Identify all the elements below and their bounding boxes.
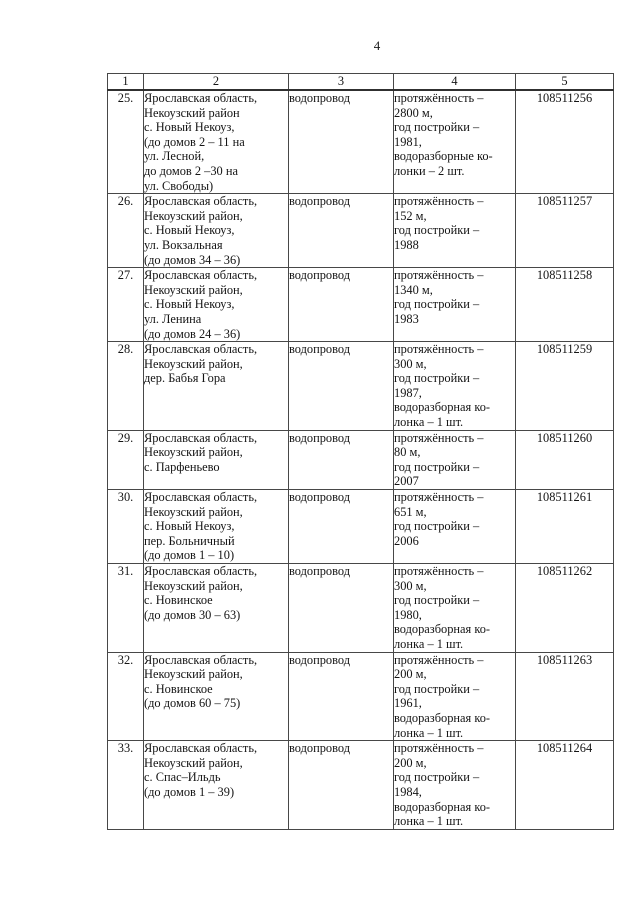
object-type-cell: водопровод [289,430,394,489]
cell-line: Ярославская область, [144,490,258,505]
object-type-cell: водопровод [289,90,394,194]
cell-line: водоразборная ко- [394,710,491,725]
location-cell [144,564,289,653]
cell-line: год постройки – [394,459,480,474]
cell-line: с. Новый Некоуз, [144,297,235,312]
row-number-cell: 32. [108,652,144,741]
row-number-cell: 29. [108,430,144,489]
cell-line: год постройки – [394,371,480,386]
cell-line: Некоузский район [144,105,240,120]
cell-line: (до домов 1 – 39) [144,784,235,799]
row-number-cell: 31. [108,564,144,653]
cell-line: 1980, [394,607,422,622]
cell-line: 1981, [394,134,422,149]
cell-line: с. Новый Некоуз, [144,223,235,238]
cell-line: Ярославская область, [144,564,258,578]
column-header-5: 5 [516,74,614,91]
registry-number-cell: 108511257 [516,194,614,268]
cell-line: год постройки – [394,297,480,312]
object-type-cell: водопровод [289,268,394,342]
row-number-cell: 26. [108,194,144,268]
cell-line: с. Новинское [144,681,213,696]
cell-line: год постройки – [394,120,480,135]
cell-line: 80 м, [394,445,421,460]
cell-line: 1988 [394,237,419,252]
column-header-2: 2 [144,74,289,91]
cell-line: с. Новинское [144,593,213,608]
cell-line: лонка – 1 шт. [394,415,464,430]
cell-line: год постройки – [394,223,480,238]
cell-line: лонка – 1 шт. [394,814,464,829]
table-row [108,430,614,489]
characteristics-cell [394,564,516,653]
object-type-cell: водопровод [289,194,394,268]
cell-line: (до домов 2 – 11 на [144,134,245,149]
cell-line: протяжённость – [394,342,484,357]
registry-number-cell: 108511264 [516,741,614,830]
registry-number-cell: 108511260 [516,430,614,489]
cell-line: 200 м, [394,667,427,682]
cell-line: 651 м, [394,504,427,519]
cell-line: год постройки – [394,519,480,534]
cell-line: 300 м, [394,356,427,371]
cell-line: (до домов 24 – 36) [144,326,241,341]
cell-line: Некоузский район, [144,356,243,371]
cell-line: протяжённость – [394,741,484,756]
object-type-cell: водопровод [289,564,394,653]
cell-line: Ярославская область, [144,430,258,445]
row-number-cell: 25. [108,90,144,194]
location-cell [144,268,289,342]
table-row [108,490,614,564]
registry-number-cell: 108511262 [516,564,614,653]
characteristics-cell [394,430,516,489]
cell-line: Некоузский район, [144,578,243,593]
cell-line: протяжённость – [394,430,484,445]
cell-line: водоразборная ко- [394,622,491,637]
cell-line: с. Парфеньево [144,459,220,474]
table-header [108,74,614,91]
cell-line: 1984, [394,784,422,799]
object-type-cell: водопровод [289,652,394,741]
registry-number-cell: 108511261 [516,490,614,564]
object-type-cell: водопровод [289,741,394,830]
location-cell [144,194,289,268]
cell-line: с. Новый Некоуз, [144,120,235,135]
cell-line: Ярославская область, [144,91,258,105]
location-cell [144,430,289,489]
cell-line: 1961, [394,696,422,711]
cell-line: ул. Ленина [144,311,202,326]
cell-line: ул. Вокзальная [144,237,223,252]
table-row [108,268,614,342]
registry-number-cell: 108511259 [516,342,614,431]
table-row [108,90,614,194]
cell-line: 2006 [394,533,419,548]
cell-line: водоразборная ко- [394,799,491,814]
characteristics-cell [394,342,516,431]
row-number-cell: 28. [108,342,144,431]
cell-line: (до домов 60 – 75) [144,696,241,711]
column-header-1: 1 [108,74,144,91]
cell-line: с. Новый Некоуз, [144,519,235,534]
table-body [108,90,614,829]
location-cell [144,90,289,194]
cell-line: дер. Бабья Гора [144,371,226,386]
cell-line: Некоузский район, [144,504,243,519]
location-cell [144,342,289,431]
registry-number-cell: 108511256 [516,90,614,194]
cell-line: год постройки – [394,593,480,608]
row-number-cell: 27. [108,268,144,342]
cell-line: Ярославская область, [144,268,258,283]
cell-line: 1987, [394,385,422,400]
cell-line: Ярославская область, [144,194,258,209]
registry-number-cell: 108511258 [516,268,614,342]
cell-line: ул. Лесной, [144,149,205,164]
location-cell [144,652,289,741]
column-header-3: 3 [289,74,394,91]
characteristics-cell [394,490,516,564]
characteristics-cell [394,652,516,741]
cell-line: Некоузский район, [144,282,243,297]
cell-line: Ярославская область, [144,741,258,756]
table-row [108,741,614,830]
cell-line: Ярославская область, [144,652,258,667]
location-cell [144,741,289,830]
cell-line: с. Спас–Ильдь [144,770,221,785]
cell-line: 2007 [394,474,419,489]
cell-line: (до домов 1 – 10) [144,548,235,563]
cell-line: протяжённость – [394,194,484,209]
row-number-cell: 30. [108,490,144,564]
characteristics-cell [394,741,516,830]
property-registry-table [107,73,614,830]
cell-line: 1340 м, [394,282,433,297]
cell-line: лонки – 2 шт. [394,163,465,178]
cell-line: протяжённость – [394,652,484,667]
page-number: 4 [373,38,381,53]
cell-line: Некоузский район, [144,208,243,223]
characteristics-cell [394,268,516,342]
cell-line: лонка – 1 шт. [394,636,464,651]
cell-line: протяжённость – [394,564,484,578]
cell-line: протяжённость – [394,268,484,283]
table-row [108,564,614,653]
cell-line: год постройки – [394,681,480,696]
registry-number-cell: 108511263 [516,652,614,741]
cell-line: протяжённость – [394,490,484,505]
characteristics-cell [394,90,516,194]
cell-line: (до домов 34 – 36) [144,252,241,267]
cell-line: (до домов 30 – 63) [144,607,241,622]
cell-line: 1983 [394,311,419,326]
row-number-cell: 33. [108,741,144,830]
table-row [108,342,614,431]
cell-line: лонка – 1 шт. [394,725,464,740]
cell-line: 2800 м, [394,105,433,120]
cell-line: водоразборная ко- [394,400,491,415]
table-row [108,194,614,268]
cell-line: ул. Свободы) [144,178,214,193]
cell-line: пер. Больничный [144,533,235,548]
table-row [108,652,614,741]
cell-line: водоразборные ко- [394,149,493,164]
cell-line: Некоузский район, [144,755,243,770]
cell-line: до домов 2 –30 на [144,163,238,178]
cell-line: 300 м, [394,578,427,593]
cell-line: год постройки – [394,770,480,785]
cell-line: Некоузский район, [144,445,243,460]
table-header-row [108,74,614,91]
cell-line: Некоузский район, [144,667,243,682]
column-header-4: 4 [394,74,516,91]
characteristics-cell [394,194,516,268]
cell-line: 200 м, [394,755,427,770]
object-type-cell: водопровод [289,342,394,431]
location-cell [144,490,289,564]
cell-line: протяжённость – [394,91,484,105]
cell-line: Ярославская область, [144,342,258,357]
object-type-cell: водопровод [289,490,394,564]
cell-line: 152 м, [394,208,427,223]
